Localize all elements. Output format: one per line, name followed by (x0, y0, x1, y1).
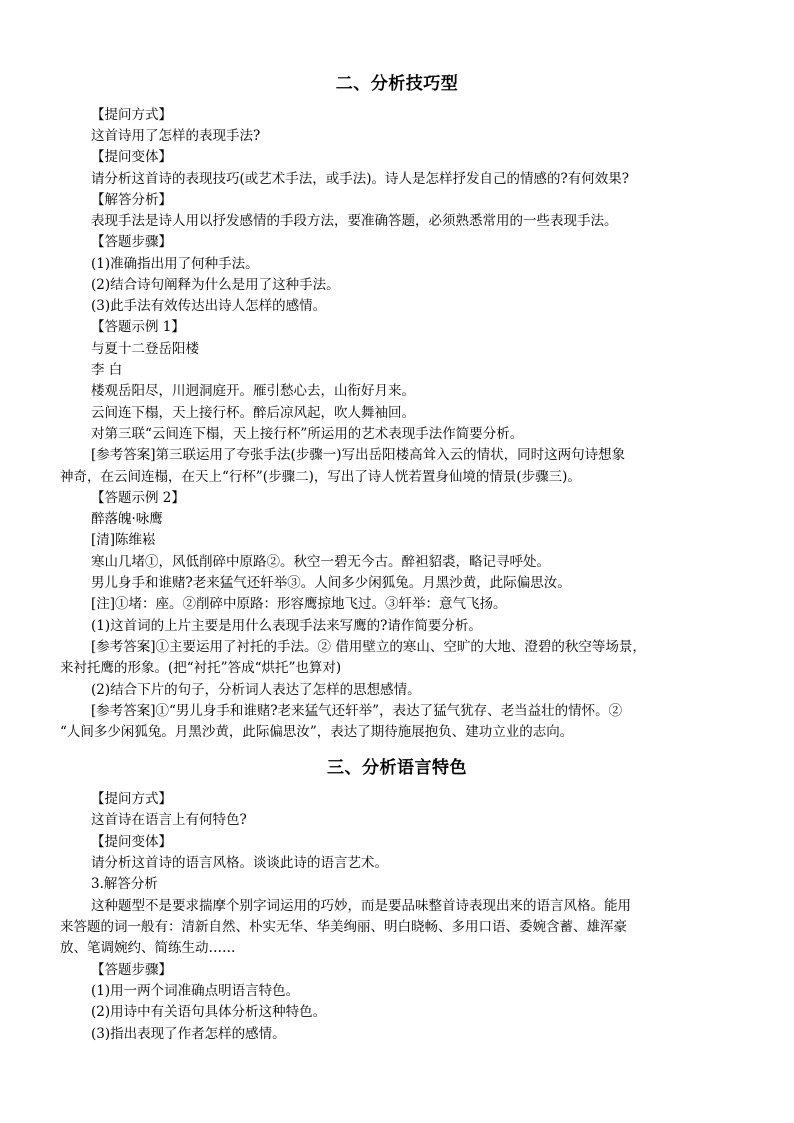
s2-line-25: [参考答案]①主要运用了衬托的手法。② 借用壁立的寒山、空旷的大地、澄碧的秋空等场景， (91, 639, 646, 655)
s3-line-1: 这首诗在语言上有何特色? (91, 812, 247, 828)
s2-line-17: 神奇，在云间连榻，在天上“行杯”(步骤二)，写出了诗人恍若置身仙境的情景(步骤三)。 (60, 469, 581, 485)
s3-line-4: 3.解答分析 (91, 876, 158, 892)
s2-line-22: 男儿身手和谁赌?老来猛气还轩举③。人间多少闲狐兔。月黑沙黄，此际偏思汝。 (91, 575, 571, 591)
s2-line-10: 【答题示例 1】 (91, 319, 185, 335)
s2-line-6: 【答题步骤】 (91, 234, 172, 250)
s2-line-24: (1)这首词的上片主要是用什么表现手法来写鹰的?请作简要分析。 (91, 618, 482, 634)
s2-line-4: 【解答分析】 (91, 192, 172, 208)
s2-line-2: 【提问变体】 (91, 149, 172, 165)
s3-line-11: (3)指出表现了作者怎样的感情。 (91, 1026, 286, 1042)
s2-line-16: [参考答案]第三联运用了夸张手法(步骤一)写出岳阳楼高耸入云的情状，同时这两句诗想象 (91, 447, 626, 463)
s2-line-20: [清]陈维崧 (91, 532, 156, 548)
s2-line-0: 【提问方式】 (91, 107, 172, 123)
s2-line-8: (2)结合诗句阐释为什么是用了这种手法。 (91, 277, 340, 293)
section-3-title: 三、分析语言特色 (327, 758, 467, 778)
s2-line-19: 醉落魄·咏鹰 (91, 511, 163, 527)
s2-line-14: 云间连下榻，天上接行杯。醉后凉风起，吹人舞袖回。 (91, 405, 415, 421)
s2-line-28: [参考答案]①“男儿身手和谁赌?老来猛气还轩举”，表达了猛气犹存、老当益壮的情怀。② (91, 703, 623, 719)
s3-line-0: 【提问方式】 (91, 791, 172, 807)
s2-line-13: 楼观岳阳尽，川迥洞庭开。雁引愁心去，山衔好月来。 (91, 383, 415, 399)
s2-line-11: 与夏十二登岳阳楼 (91, 341, 199, 357)
s2-line-1: 这首诗用了怎样的表现手法? (91, 128, 261, 144)
s2-line-12: 李 白 (91, 362, 123, 378)
s2-line-5: 表现手法是诗人用以抒发感情的手段方法，要准确答题，必须熟悉常用的一些表现手法。 (91, 213, 618, 229)
s3-line-7: 放、笔调婉约、简练生动…… (60, 940, 236, 956)
s2-line-29: “人间多少闲狐兔。月黑沙黄，此际偏思汝”，表达了期待施展抱负、建功立业的志向。 (60, 724, 574, 740)
s2-line-3: 请分析这首诗的表现技巧(或艺术手法，或手法)。诗人是怎样抒发自己的情感的?有何效果? (91, 171, 630, 187)
s3-line-6: 来答题的词一般有：清新自然、朴实无华、华美绚丽、明白晓畅、多用口语、委婉含蓄、雄浑豪 (60, 919, 627, 935)
s2-line-9: (3)此手法有效传达出诗人怎样的感情。 (91, 298, 327, 314)
s3-line-2: 【提问变体】 (91, 834, 172, 850)
s3-line-8: 【答题步骤】 (91, 962, 172, 978)
s3-line-5: 这种题型不是要求揣摩个别字词运用的巧妙，而是要品味整首诗表现出来的语言风格。能用 (91, 898, 631, 914)
s3-line-10: (2)用诗中有关语句具体分析这种特色。 (91, 1004, 327, 1020)
s2-line-7: (1)准确指出用了何种手法。 (91, 256, 259, 272)
s2-line-26: 来衬托鹰的形象。(把“衬托”答成“烘托”也算对) (60, 660, 342, 676)
s2-line-18: 【答题示例 2】 (91, 490, 185, 506)
s2-line-15: 对第三联“云间连下榻，天上接行杯”所运用的艺术表现手法作简要分析。 (91, 426, 524, 442)
s3-line-9: (1)用一两个词准确点明语言特色。 (91, 983, 300, 999)
s2-line-21: 寒山几堵①，风低削碎中原路②。秋空一碧无今古。醉袒貂裘，略记寻呼处。 (91, 554, 550, 570)
s2-line-23: [注]①堵：座。②削碎中原路：形容鹰掠地飞过。③轩举：意气飞扬。 (91, 596, 507, 612)
s3-line-3: 请分析这首诗的语言风格。谈谈此诗的语言艺术。 (91, 855, 388, 871)
section-2-title: 二、分析技巧型 (335, 74, 459, 94)
s2-line-27: (2)结合下片的句子，分析词人表达了怎样的思想感情。 (91, 682, 421, 698)
